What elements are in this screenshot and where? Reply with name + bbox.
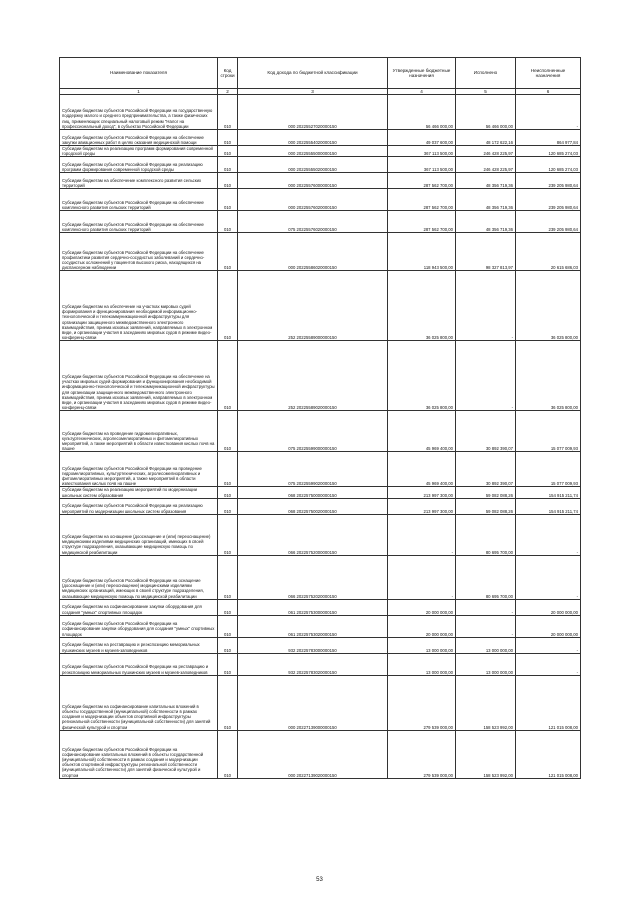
row-code: 010: [218, 233, 238, 271]
row-name: Субсидии бюджетам на реализацию мероприятий по модернизации школьных систем образования: [60, 487, 218, 498]
row-unexecuted: 120 685 274,03: [516, 157, 581, 173]
row-kbk: 000 20225555020000150: [238, 157, 388, 173]
table-row: [60, 555, 581, 599]
row-name: Субсидии бюджетам на обеспечение на участках мировых судей формирования и функционирования необходимой информационно-технологической и телекоммуникационной инфраструктуры для организации защищенного межведомственного электронного взаимодействия, приема исковых заявлений, направляемых в электронном виде, и организации участия в заседаниях мировых судов в режиме видео-конференц-связи: [60, 271, 218, 341]
table-row: [60, 452, 581, 487]
row-name: Субсидии бюджетам субъектов Российской Федерации на оснащение (дооснащение и (или) переоснащение) медицинскими изделиями медицинских организаций, имеющих в своей структуре подразделения, оказывающие медицинскую помощь по медицинской реабилитации: [60, 555, 218, 599]
row-code: 010: [218, 653, 238, 675]
row-kbk: 075 20225576020000150: [238, 211, 388, 233]
row-kbk: 252 20225589000000150: [238, 271, 388, 341]
row-code: 010: [218, 498, 238, 514]
row-approved: 36 025 800,00: [388, 271, 456, 341]
row-name: Субсидии бюджетам субъектов Российской Федерации на обеспечение комплексного развития сельских территорий: [60, 189, 218, 211]
row-kbk: 075 20225599000000150: [238, 411, 388, 452]
row-executed: 80 695 700,00: [456, 514, 516, 555]
row-executed: 13 000 000,00: [456, 653, 516, 675]
row-executed: 48 356 719,36: [456, 173, 516, 189]
row-executed: 48 172 622,16: [456, 130, 516, 146]
row-approved: 36 025 800,00: [388, 341, 456, 411]
row-unexecuted: 154 915 211,74: [516, 487, 581, 498]
row-name: Субсидии бюджетам субъектов Российской Федерации на обеспечение комплексного развития сельских территорий: [60, 211, 218, 233]
header-code: Код строки: [218, 58, 238, 89]
row-name: Субсидии бюджетам на софинансирование капитальных вложений в объекты государственной (муниципальной) собственности в рамках создания и модернизации объектов спортивной инфраструктуры региональной собственности (муниципальной собственности) для занятий физической культурой и спортом: [60, 675, 218, 730]
row-executed: 246 428 225,97: [456, 146, 516, 157]
header-kbk: Код дохода по бюджетной классификации: [238, 58, 388, 89]
row-kbk: 066 20225752020000150: [238, 555, 388, 599]
budget-execution-table: [59, 57, 581, 779]
row-approved: 213 997 300,00: [388, 487, 456, 498]
row-approved: -: [388, 555, 456, 599]
table-row: [60, 211, 581, 233]
row-executed: 59 082 088,26: [456, 487, 516, 498]
row-unexecuted: 154 915 211,74: [516, 498, 581, 514]
table-row: [60, 233, 581, 271]
row-name: Субсидии бюджетам субъектов Российской Федерации на софинансирование закупки оборудования для создания "умных" спортивных площадок: [60, 615, 218, 637]
table-row: [60, 173, 581, 189]
row-code: 010: [218, 452, 238, 487]
row-executed: 158 523 992,00: [456, 730, 516, 778]
row-executed: 30 892 390,07: [456, 411, 516, 452]
row-unexecuted: 20 000 000,00: [516, 615, 581, 637]
table-row: [60, 487, 581, 498]
row-approved: 13 000 000,00: [388, 637, 456, 653]
row-approved: 367 113 500,00: [388, 146, 456, 157]
row-unexecuted: -: [516, 95, 581, 130]
row-unexecuted: -: [516, 555, 581, 599]
row-approved: 279 539 000,00: [388, 675, 456, 730]
row-approved: 45 969 400,00: [388, 411, 456, 452]
row-kbk: 075 20225599020000150: [238, 452, 388, 487]
row-kbk: 932 20225783000000150: [238, 637, 388, 653]
row-kbk: 000 20225576000000150: [238, 173, 388, 189]
header-approved: Утвержденные бюджетные назначения: [388, 58, 456, 89]
row-code: 010: [218, 95, 238, 130]
row-code: 010: [218, 189, 238, 211]
row-kbk: 000 20227139020000150: [238, 730, 388, 778]
table-row: [60, 498, 581, 514]
row-code: 010: [218, 173, 238, 189]
row-unexecuted: 864 977,84: [516, 130, 581, 146]
row-code: 010: [218, 514, 238, 555]
row-approved: -: [388, 514, 456, 555]
row-kbk: 000 20225527020000150: [238, 95, 388, 130]
row-executed: -: [456, 341, 516, 411]
row-kbk: 068 20225750020000150: [238, 498, 388, 514]
row-name: Субсидии бюджетам субъектов Российской Федерации на реализацию программ формирования современной городской среды: [60, 157, 218, 173]
row-unexecuted: -: [516, 514, 581, 555]
row-executed: 48 356 719,36: [456, 211, 516, 233]
row-name: Субсидии бюджетам на реставрацию и реэкспозицию мемориальных пушкинских музеев и музеев-заповедников: [60, 637, 218, 653]
table-row: [60, 730, 581, 778]
row-approved: 287 562 700,00: [388, 173, 456, 189]
row-code: 010: [218, 637, 238, 653]
row-unexecuted: -: [516, 653, 581, 675]
row-approved: 20 000 000,00: [388, 599, 456, 615]
row-kbk: 068 20225750000000150: [238, 487, 388, 498]
row-approved: 213 997 300,00: [388, 498, 456, 514]
row-unexecuted: 36 025 800,00: [516, 271, 581, 341]
row-unexecuted: 239 205 980,64: [516, 189, 581, 211]
column-number: 5: [456, 89, 516, 95]
table-row: [60, 514, 581, 555]
row-kbk: 000 20225586020000150: [238, 233, 388, 271]
page-number: 53: [316, 877, 323, 883]
header-unexecuted: Неисполненные назначения: [516, 58, 581, 89]
header-executed: Исполнено: [456, 58, 516, 89]
row-name: Субсидии бюджетам субъектов Российской Федерации на реставрацию и реэкспозицию мемориальных пушкинских музеев и музеев-заповедников: [60, 653, 218, 675]
row-approved: 279 539 000,00: [388, 730, 456, 778]
row-name: Субсидии бюджетам субъектов Российской Федерации на обеспечение профилактики развития сердечно-сосудистых заболеваний и сердечно-сосудистых осложнений у пациентов высокого риска, находящихся на диспансерном наблюдении: [60, 233, 218, 271]
row-approved: 367 113 500,00: [388, 157, 456, 173]
row-executed: 98 327 813,97: [456, 233, 516, 271]
row-executed: -: [456, 615, 516, 637]
column-number: 3: [238, 89, 388, 95]
row-code: 010: [218, 341, 238, 411]
row-code: 010: [218, 157, 238, 173]
row-kbk: 000 20227139000000150: [238, 675, 388, 730]
row-unexecuted: 120 685 274,03: [516, 146, 581, 157]
table-row: [60, 157, 581, 173]
table-row: [60, 653, 581, 675]
row-code: 010: [218, 599, 238, 615]
row-code: 010: [218, 730, 238, 778]
row-name: Субсидии бюджетам субъектов Российской Федерации на государственную поддержку малого и среднего предпринимательства, а также физических лиц, применяющих специальный налоговый режим "Налог на профессиональный доход", в субъектах Российской Федерации: [60, 95, 218, 130]
table-row: [60, 130, 581, 146]
table-row: [60, 341, 581, 411]
row-code: 010: [218, 130, 238, 146]
row-approved: 45 969 400,00: [388, 452, 456, 487]
row-executed: 48 356 719,36: [456, 189, 516, 211]
row-unexecuted: -: [516, 637, 581, 653]
row-executed: 59 082 088,26: [456, 498, 516, 514]
row-approved: 287 562 700,00: [388, 211, 456, 233]
row-executed: 80 695 700,00: [456, 555, 516, 599]
table-row: [60, 675, 581, 730]
row-executed: -: [456, 599, 516, 615]
table-row: [60, 411, 581, 452]
row-approved: 49 037 600,00: [388, 130, 456, 146]
row-name: Субсидии бюджетам на обеспечение комплексного развития сельских территорий: [60, 173, 218, 189]
table-row: [60, 637, 581, 653]
row-approved: 56 466 000,00: [388, 95, 456, 130]
row-name: Субсидии бюджетам субъектов Российской Федерации на проведение гидромелиоративных, культуртехнических, агролесомелиоративных и фитомелиоративных мероприятий, а также мероприятий в области известкования кислых почв на пашне: [60, 452, 218, 487]
column-number: 4: [388, 89, 456, 95]
row-unexecuted: 15 077 009,93: [516, 452, 581, 487]
row-kbk: 932 20225783020000150: [238, 653, 388, 675]
row-kbk: 000 20225576020000150: [238, 189, 388, 211]
row-name: Субсидии бюджетам на проведение гидромелиоративных, культуртехнических, агролесомелиоративных и фитомелиоративных мероприятий, а также мероприятий в области известкования кислых почв на пашне: [60, 411, 218, 452]
table-row: [60, 189, 581, 211]
row-executed: 56 466 000,00: [456, 95, 516, 130]
row-kbk: 000 20225554020000150: [238, 130, 388, 146]
table-row: [60, 95, 581, 130]
row-code: 010: [218, 487, 238, 498]
row-unexecuted: 20 000 000,00: [516, 599, 581, 615]
row-name: Субсидии бюджетам на реализацию программ формирования современной городской среды: [60, 146, 218, 157]
table-row: [60, 146, 581, 157]
table-body: [60, 95, 581, 779]
row-kbk: 066 20225752000000150: [238, 514, 388, 555]
row-approved: 13 000 000,00: [388, 653, 456, 675]
row-unexecuted: 121 015 008,00: [516, 675, 581, 730]
row-kbk: 000 20225555000000150: [238, 146, 388, 157]
row-unexecuted: 121 015 008,00: [516, 730, 581, 778]
column-number: 1: [60, 89, 218, 95]
table-row: [60, 599, 581, 615]
row-approved: 118 943 500,00: [388, 233, 456, 271]
table-row: [60, 615, 581, 637]
row-kbk: 061 20225753000000150: [238, 599, 388, 615]
row-name: Субсидии бюджетам субъектов Российской Федерации на обеспечение на участках мировых судей формирования и функционирования необходимой информационно-технологической и телекоммуникационной инфраструктуры для организации защищенного межведомственного электронного взаимодействия, приема исковых заявлений, направляемых в электронном виде, и организации участия в заседаниях мировых судов в режиме видео-конференц-связи: [60, 341, 218, 411]
header-row: [60, 58, 581, 89]
row-executed: -: [456, 271, 516, 341]
row-unexecuted: 20 615 686,03: [516, 233, 581, 271]
row-code: 010: [218, 271, 238, 341]
row-code: 010: [218, 555, 238, 599]
row-executed: 158 523 992,00: [456, 675, 516, 730]
column-number: 2: [218, 89, 238, 95]
row-unexecuted: 36 025 800,00: [516, 341, 581, 411]
row-executed: 30 892 390,07: [456, 452, 516, 487]
column-number: 6: [516, 89, 581, 95]
row-name: Субсидии бюджетам на оснащение (дооснащение и (или) переоснащение) медицинскими изделиями медицинских организаций, имеющих в своей структуре подразделения, оказывающие медицинскую помощь по медицинской реабилитации: [60, 514, 218, 555]
row-unexecuted: 239 205 980,64: [516, 211, 581, 233]
row-kbk: 252 20225589020000150: [238, 341, 388, 411]
row-code: 010: [218, 411, 238, 452]
row-name: Субсидии бюджетам на софинансирование закупки оборудования для создания "умных" спортивных площадок: [60, 599, 218, 615]
row-code: 010: [218, 146, 238, 157]
row-unexecuted: 239 205 980,64: [516, 173, 581, 189]
row-unexecuted: 15 077 009,93: [516, 411, 581, 452]
row-name: Субсидии бюджетам субъектов Российской Федерации на реализацию мероприятий по модернизации школьных систем образования: [60, 498, 218, 514]
header-name: Наименование показателя: [60, 58, 218, 89]
row-kbk: 061 20225753020000150: [238, 615, 388, 637]
row-name: Субсидии бюджетам субъектов Российской Федерации на софинансирование капитальных вложений в объекты государственной (муниципальной) собственности в рамках создания и модернизации объектов спортивной инфраструктуры региональной собственности (муниципальной собственности) для занятий физической культурой и спортом: [60, 730, 218, 778]
row-code: 010: [218, 675, 238, 730]
row-executed: 13 000 000,00: [456, 637, 516, 653]
row-approved: 20 000 000,00: [388, 615, 456, 637]
row-executed: 246 428 225,97: [456, 157, 516, 173]
row-code: 010: [218, 615, 238, 637]
row-code: 010: [218, 211, 238, 233]
row-name: Субсидии бюджетам субъектов Российской Федерации на обеспечение закупки авиационных работ в целях оказания медицинской помощи: [60, 130, 218, 146]
row-approved: 287 562 700,00: [388, 189, 456, 211]
table-row: [60, 271, 581, 341]
